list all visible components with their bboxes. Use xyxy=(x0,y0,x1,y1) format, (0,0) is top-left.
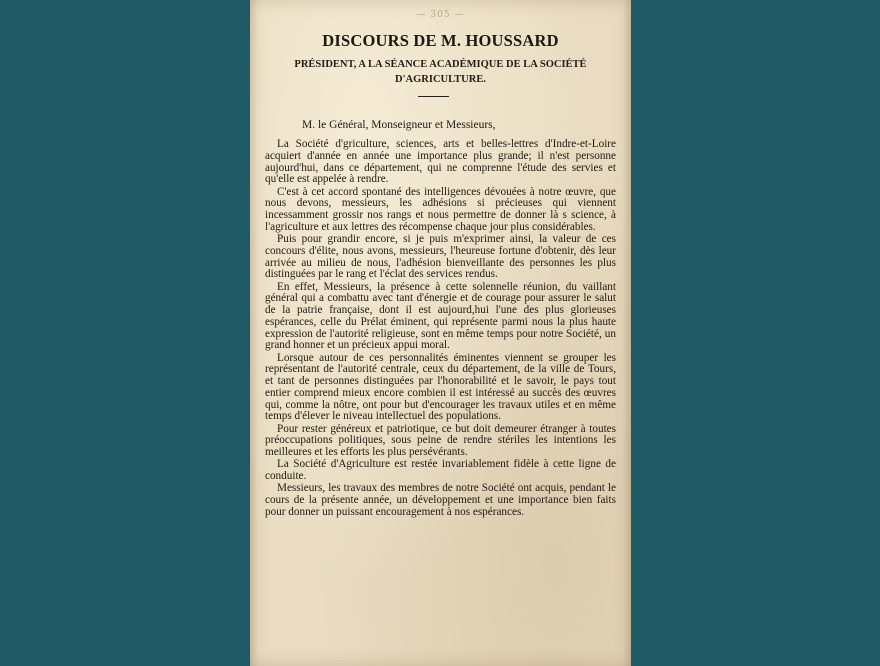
paragraph: En effet, Messieurs, la présence à cette solennelle réunion, du vaillant général qui a combattu avec tant d'énergie et de courage pour assurer le salut de la patrie française, dont il est aujourd,hui l'une des plus glorieuses espérances, celle du Prélat éminent, qui représente parmi nous la plus haute expression de l'autorité religieuse, sont en même temps pour notre Société, un grand honner et un précieux appui moral. xyxy=(265,280,616,352)
subtitle-line: PRÉSIDENT, A LA SÉANCE ACADÉMIQUE DE LA SOCIÉTÉ xyxy=(294,59,587,70)
paragraph: Lorsque autour de ces personnalités éminentes viennent se grouper les représentant de l'autorité centrale, ceux du département, de la ville de Tours, et tant de personnes distinguées par l'honorabilité et le savoir, le pays tout entier comprend mieux encore combien il est intéressé au succès des œuvres qui, comme la nôtre, ont pour but d'encourager les travaux utiles et en même temps d'élever le niveau intellectuel des populations. xyxy=(265,351,616,423)
page-subtitle xyxy=(270,57,611,87)
paragraph: C'est à cet accord spontané des intelligences dévouées à notre œuvre, que nous devons, messieurs, les adhésions si précieuses qui viennent incessamment grossir nos rangs et nous permettre de donner là s science, à l'agriculture et aux lettres des récompense chaque jour plus considérables. xyxy=(265,185,616,233)
paragraph: La Société d'Agriculture est restée invariablement fidèle à cette ligne de conduite. xyxy=(265,458,616,482)
paragraph: Pour rester généreux et patriotique, ce but doit demeurer étranger à toutes préoccupations politiques, sous peine de rendre stériles les intentions les meilleures et les efforts les plus persévérants. xyxy=(265,422,616,458)
speech-body xyxy=(265,139,616,519)
salutation: M. le Général, Monseigneur et Messieurs, xyxy=(302,119,496,131)
subtitle-line: D'AGRICULTURE. xyxy=(395,74,486,85)
scanned-page xyxy=(250,0,631,666)
page-number: — 305 — xyxy=(416,10,465,20)
title-divider xyxy=(418,96,449,97)
page-title: DISCOURS DE M. HOUSSARD xyxy=(322,31,559,50)
paragraph: Puis pour grandir encore, si je puis m'exprimer ainsi, la valeur de ces concours d'élite, nous avons, messieurs, l'heureuse fortune d'obtenir, dès leur arrivée au milieu de nous, l'adhésion bienveillante des personnes les plus distinguées par le rang et l'éclat des services rendus. xyxy=(265,233,616,281)
paragraph: Messieurs, les travaux des membres de notre Société ont acquis, pendant le cours de la présente année, un développement et une importance bien faits pour donner un puissant encouragement à nos espérances. xyxy=(265,482,616,518)
paragraph: La Société d'griculture, sciences, arts et belles-lettres d'Indre-et-Loire acquiert d'année en année une importance plus grande; il n'est personne aujourd'hui, dans ce département, qui ne comprenne l'étude des servies et qu'elle est appelée à rendre. xyxy=(265,138,616,186)
